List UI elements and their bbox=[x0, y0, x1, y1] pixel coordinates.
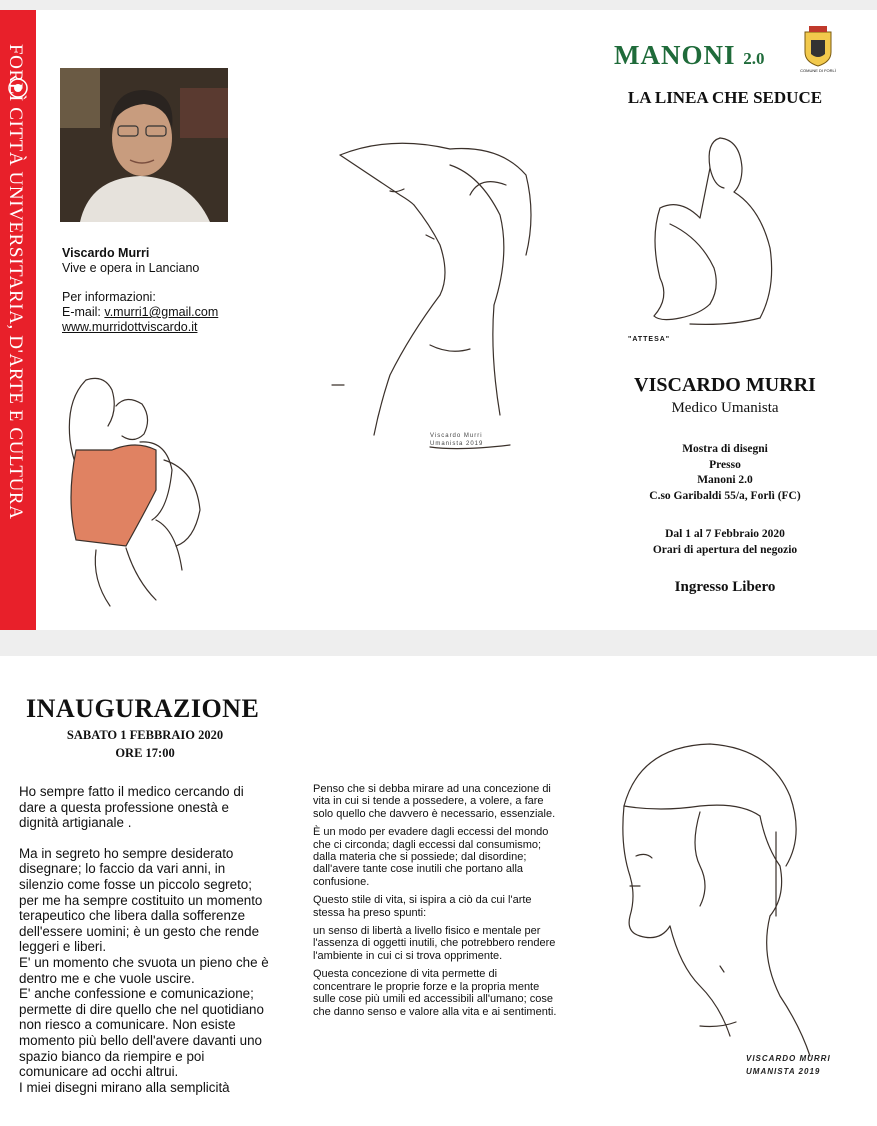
inauguration-time: ORE 17:00 bbox=[115, 746, 175, 760]
paragraph: Questo stile di vita, si ispira a ciò da cui l'arte stessa ha preso spunti: bbox=[313, 894, 532, 919]
manoni-logo: MANONI 2.0 bbox=[614, 40, 765, 70]
drawing-caption: "ATTESA" bbox=[628, 336, 671, 343]
cover-artist-name: VISCARDO MURRI bbox=[634, 374, 816, 396]
portrait-signature: VISCARDO MURRI UMANISTA 2019 bbox=[746, 1054, 831, 1076]
comune-crest-icon bbox=[797, 22, 839, 70]
artist-photo bbox=[60, 68, 228, 222]
brochure-cover bbox=[0, 10, 877, 630]
cover-tagline: LA LINEA CHE SEDUCE bbox=[627, 88, 823, 107]
face-sketch-signature: Viscardo Murri Umanista 2019 bbox=[430, 433, 484, 447]
entry-info: Ingresso Libero bbox=[674, 579, 776, 595]
mother-child-sketch bbox=[56, 370, 206, 610]
artist-residence: Vive e opera in Lanciano bbox=[62, 261, 200, 275]
cover-artist-role: Medico Umanista bbox=[671, 400, 779, 416]
paragraph: Penso che si debba mirare ad una concezione di vita in cui si tende a possedere, a volere, a fare solo quello che davvero è necessario, essenziale. bbox=[313, 783, 556, 820]
email-line: E-mail: v.murri1@gmail.com bbox=[62, 305, 219, 319]
paragraph: I miei disegni mirano alla semplicità bbox=[19, 1079, 230, 1095]
website-link[interactable]: www.murridottviscardo.it bbox=[62, 320, 198, 334]
paragraph: E' un momento che svuota un pieno che è dentro me e che vuole uscire. bbox=[19, 954, 269, 986]
comune-caption: COMUNE DI FORLÌ bbox=[800, 68, 836, 73]
paragraph: E' anche confessione e comunicazione; permette di dire quello che nel quotidiano non riesco a comunicare. Non esiste momento più bello dell'avere davanti uno spazio bianco da riempire e poi comunicare ad occhi altrui. bbox=[19, 986, 264, 1080]
vertical-band-text: FORLÌ CITTÀ UNIVERSITARIA, D'ARTE E CULTURA bbox=[5, 44, 26, 520]
artist-name: Viscardo Murri bbox=[62, 246, 150, 260]
paragraph: Questa concezione di vita permette di concentrare le proprie forze e la propria mente sulle cose più umili ed accessibili all'umano; cose che danno senso e valore alla vita e ai sentimenti. bbox=[313, 968, 557, 1018]
seated-woman-sketch bbox=[630, 128, 790, 338]
brochure-inside bbox=[0, 656, 877, 1126]
inauguration-date: SABATO 1 FEBBRAIO 2020 bbox=[66, 728, 224, 742]
contact-info bbox=[62, 246, 302, 335]
portrait-sketch bbox=[600, 736, 820, 1086]
event-details: Mostra di disegni Presso Manoni 2.0 C.so Garibaldi 55/a, Forlì (FC) bbox=[649, 443, 801, 502]
event-dates: Dal 1 al 7 Febbraio 2020 Orari di apertura del negozio bbox=[652, 528, 798, 556]
inauguration-title: INAUGURAZIONE bbox=[26, 694, 260, 723]
right-text-column bbox=[313, 783, 558, 1018]
face-sketch bbox=[330, 135, 550, 465]
info-label: Per informazioni: bbox=[62, 290, 156, 304]
email-link[interactable]: v.murri1@gmail.com bbox=[104, 305, 219, 319]
paragraph: Ho sempre fatto il medico cercando di dare a questa professione onestà e dignità artigianale . bbox=[19, 784, 244, 831]
paragraph: un senso di libertà a livello fisico e mentale per l'assenza di oggetti inutili, che potrebbero rendere l'ambiente in cui ci si trova opprimente. bbox=[313, 925, 556, 962]
paragraph: Ma in segreto ho sempre desiderato disegnare; lo faccio da vari anni, in silenzio come fosse un piccolo segreto; per me ha sempre costituito un momento terapeutico che libera dalla sofferenze dell'essere uomini; è un gesto che rende leggeri e liberi. bbox=[19, 845, 263, 955]
left-text-column bbox=[19, 784, 271, 1126]
paragraph: È un modo per evadere dagli eccessi del mondo che ci circonda; dagli eccessi dal consumismo; dalla materia che si possiede; dal disordine; dall'avere tante cose inutili che portano alla confusione. bbox=[313, 826, 549, 888]
